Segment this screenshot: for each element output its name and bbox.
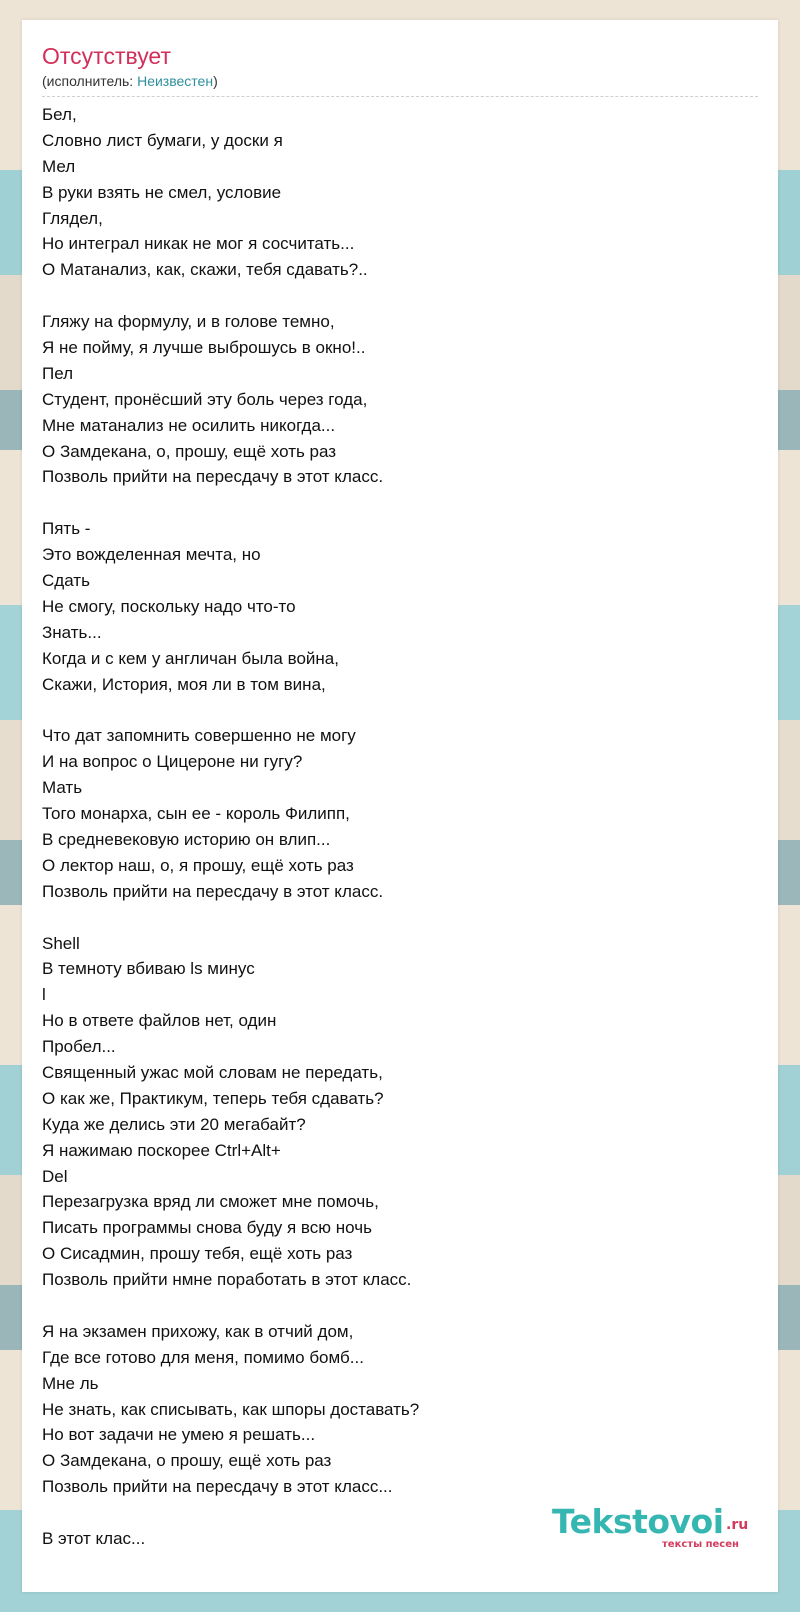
lyric-line: Но вот задачи не умею я решать... [42,1425,316,1445]
lyric-line: В руки взять не смел, условие [42,182,282,202]
lyric-line: Перезагрузка вряд ли сможет мне помочь, [42,1192,379,1212]
lyric-line: Сдать [42,571,90,591]
logo-tld: .ru [726,1517,749,1533]
lyric-line: Del [42,1166,68,1186]
lyric-line: В средневековую историю он влип... [42,829,331,849]
lyric-line: Скажи, История, моя ли в том вина, [42,674,326,694]
lyric-line: Я нажимаю поскорее Ctrl+Alt+ [42,1140,281,1160]
lyric-line: О Матанализ, как, скажи, тебя сдавать?.. [42,260,368,280]
artist-link[interactable]: Неизвестен [137,73,214,89]
lyric-line: l [42,985,46,1005]
stanza-break [42,905,742,931]
lyrics-text [42,102,742,1552]
logo-text: Tekstovoi [552,1502,724,1541]
lyric-line: Мне матанализ не осилить никогда... [42,415,336,435]
song-header [42,42,758,97]
song-title: Отсутствует [42,43,171,69]
lyric-line: Мел [42,156,76,176]
lyric-line: Когда и с кем у англичан была война, [42,648,339,668]
lyric-line: Не знать, как списывать, как шпоры доставать? [42,1399,420,1419]
lyric-line: О лектор наш, о, я прошу, ещё хоть раз [42,855,354,875]
lyric-line: Знать... [42,622,102,642]
lyric-line: И на вопрос о Цицероне ни гугу? [42,752,303,772]
lyric-line: Это вожделенная мечта, но [42,545,261,565]
artist-line [42,72,758,90]
stanza-break [42,697,742,723]
lyric-line: В темноту вбиваю ls минус [42,959,255,979]
lyric-line: Бел, [42,105,77,124]
lyric-line: Позволь прийти нмне поработать в этот класс. [42,1270,412,1290]
lyric-line: О Замдекана, о, прошу, ещё хоть раз [42,441,337,461]
lyrics-card [22,20,778,1592]
lyric-line: Пел [42,363,74,383]
lyric-line: Студент, пронёсший эту боль через года, [42,389,368,409]
lyric-line: Мать [42,778,83,798]
lyric-line: Но в ответе файлов нет, один [42,1011,277,1031]
lyric-line: Писать программы снова буду я всю ночь [42,1218,372,1238]
stanza-break [42,1293,742,1319]
lyric-line: О Сисадмин, прошу тебя, ещё хоть раз [42,1244,353,1264]
lyric-line: Пять - [42,519,91,539]
lyric-line: Глядел, [42,208,103,228]
lyric-line: Но интеграл никак не мог я сосчитать... [42,234,355,254]
stanza-break [42,283,742,309]
lyric-line: Не смогу, поскольку надо что-то [42,596,296,616]
lyric-line: Shell [42,933,80,953]
lyric-line: Где все готово для меня, помимо бомб... [42,1347,364,1367]
lyric-line: Словно лист бумаги, у доски я [42,130,283,150]
lyric-line: Позволь прийти на пересдачу в этот класс... [42,1477,393,1497]
lyric-line: Позволь прийти на пересдачу в этот класс. [42,881,384,901]
lyric-line: Пробел... [42,1037,116,1057]
lyric-line: Мне ль [42,1373,99,1393]
logo-tagline: тексты песен [662,1539,739,1550]
lyric-line: Я на экзамен прихожу, как в отчий дом, [42,1321,354,1341]
stanza-break [42,490,742,516]
lyric-line: В этот клас... [42,1528,146,1548]
site-logo[interactable] [552,1502,752,1562]
lyric-line: Священный ужас мой словам не передать, [42,1062,383,1082]
lyric-line: О Замдекана, о прошу, ещё хоть раз [42,1451,332,1471]
artist-suffix: ) [213,73,218,89]
artist-prefix: (исполнитель: [42,73,138,89]
lyric-line: Гляжу на формулу, и в голове темно, [42,312,335,332]
lyric-line: О как же, Практикум, теперь тебя сдавать? [42,1088,384,1108]
lyric-line: Я не пойму, я лучше выброшусь в окно!.. [42,338,366,358]
lyric-line: Куда же делись эти 20 мегабайт? [42,1114,306,1134]
lyric-line: Того монарха, сын ее - король Филипп, [42,804,350,824]
lyric-line: Позволь прийти на пересдачу в этот класс. [42,467,384,487]
lyric-line: Что дат запомнить совершенно не могу [42,726,356,746]
